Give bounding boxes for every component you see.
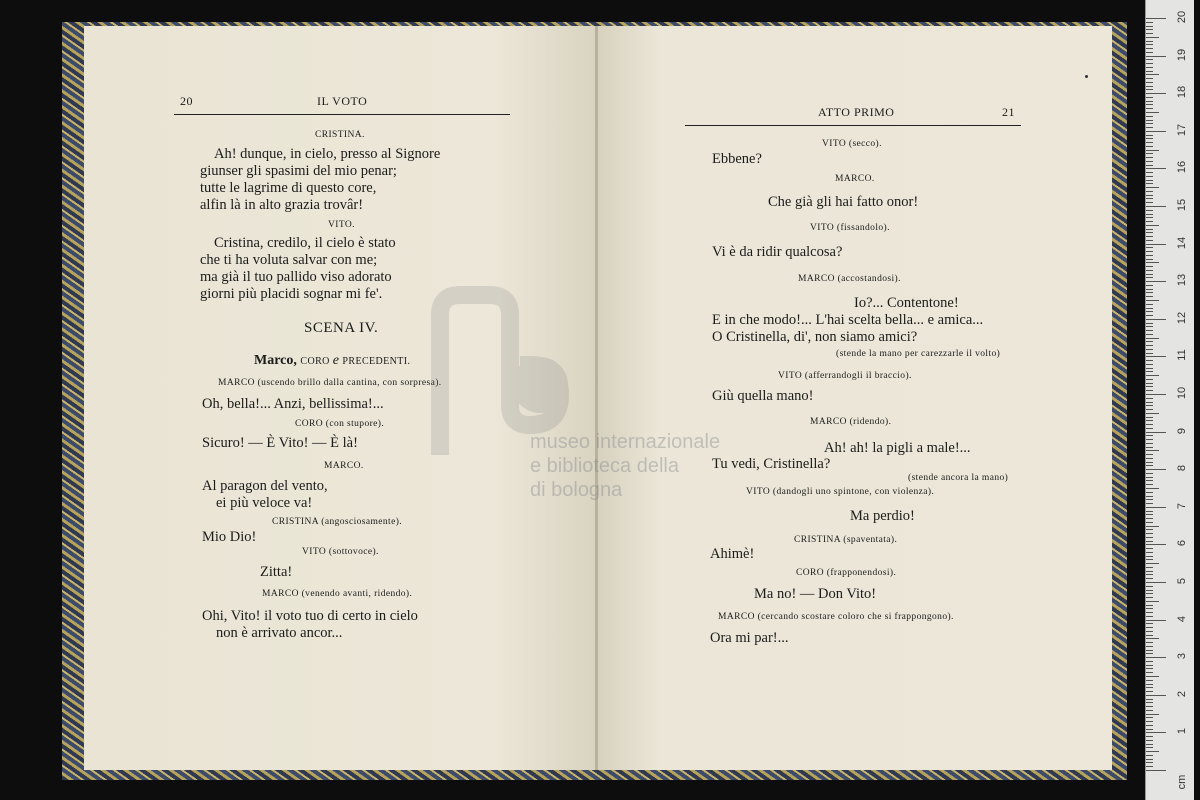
ruler-tick (1146, 240, 1153, 241)
ruler-tick (1146, 142, 1153, 143)
ruler-tick (1146, 44, 1153, 45)
stage-direction: CRISTINA (angosciosamente). (272, 517, 403, 527)
verse-line: Io?... Contentone! (854, 295, 959, 311)
ruler-tick (1146, 559, 1153, 560)
ruler-tick (1146, 676, 1159, 677)
ruler-tick (1146, 552, 1153, 553)
ruler-tick (1146, 116, 1153, 117)
stage-direction: (stende la mano per carezzarle il volto) (836, 349, 1001, 359)
ruler-tick (1146, 488, 1159, 489)
ruler-tick (1146, 638, 1159, 639)
ruler-tick (1146, 684, 1153, 685)
ruler-tick (1146, 386, 1153, 387)
verse-line: giorni più placidi sognar mi fe'. (200, 286, 383, 302)
stage-direction: MARCO (accostandosi). (798, 274, 901, 284)
ruler-tick (1146, 334, 1153, 335)
ruler-tick (1146, 251, 1153, 252)
speaker-vito: VITO. (328, 220, 355, 230)
ruler-tick (1146, 744, 1153, 745)
ruler-tick (1146, 405, 1153, 406)
ruler-tick (1146, 229, 1153, 230)
ruler-tick (1146, 668, 1153, 669)
museum-watermark-text (530, 430, 720, 502)
ruler-tick (1146, 341, 1153, 342)
ruler-tick (1146, 120, 1153, 121)
ruler-tick (1146, 702, 1153, 703)
ruler-tick (1146, 593, 1153, 594)
ruler-tick (1146, 225, 1159, 226)
ruler-tick (1146, 469, 1166, 470)
ruler-tick (1146, 447, 1153, 448)
ruler-tick (1146, 18, 1166, 19)
ruler-tick (1146, 507, 1166, 508)
ruler-tick (1146, 266, 1153, 267)
stage-direction: CRISTINA (spaventata). (794, 535, 898, 545)
ruler-tick (1146, 541, 1153, 542)
ruler-label: 5 (1176, 577, 1188, 585)
ruler-tick (1146, 533, 1153, 534)
ruler-tick (1146, 161, 1153, 162)
ruler-tick (1146, 56, 1166, 57)
verse-line: non è arrivato ancor... (216, 625, 343, 641)
ruler-tick (1146, 627, 1153, 628)
ruler-tick (1146, 323, 1153, 324)
ruler-tick (1146, 717, 1153, 718)
ruler-tick (1146, 499, 1153, 500)
ruler-tick (1146, 526, 1159, 527)
ruler-tick (1146, 736, 1153, 737)
header-rule-right (685, 125, 1021, 126)
ruler-tick (1146, 420, 1153, 421)
stage-direction: VITO (fissandolo). (810, 223, 890, 233)
ruler-tick (1146, 770, 1166, 771)
verse-line: O Cristinella, di', non siamo amici? (712, 329, 918, 345)
stage-direction: VITO (dandogli uno spintone, con violenza). (746, 487, 935, 497)
ruler-tick (1146, 330, 1153, 331)
ruler-tick (1146, 432, 1166, 433)
ruler-label: 17 (1176, 123, 1188, 136)
ruler-tick (1146, 244, 1166, 245)
ruler-tick (1146, 71, 1153, 72)
paper-speck (1085, 75, 1088, 78)
ruler-tick (1146, 578, 1153, 579)
verse-line: Mio Dio! (202, 529, 257, 545)
ruler-tick (1146, 368, 1153, 369)
ruler-label: 4 (1176, 615, 1188, 622)
ruler-tick (1146, 104, 1153, 105)
ruler-tick (1146, 759, 1153, 760)
ruler-tick (1146, 153, 1153, 154)
ruler-tick (1146, 597, 1153, 598)
ruler-label: 3 (1176, 653, 1188, 660)
ruler-tick (1146, 356, 1166, 357)
verse-line: E in che modo!... L'hai scelta bella... e amica... (712, 312, 984, 328)
stage-direction: VITO (sottovoce). (302, 547, 379, 557)
ruler-tick (1146, 710, 1153, 711)
verse-line: ma già il tuo pallido viso adorato (200, 269, 392, 285)
ruler-tick (1146, 762, 1153, 763)
ruler-label: 7 (1176, 502, 1188, 509)
ruler-tick (1146, 67, 1153, 68)
ruler-tick (1146, 138, 1153, 139)
ruler-tick (1146, 292, 1153, 293)
ruler-tick (1146, 210, 1153, 211)
ruler-tick (1146, 695, 1166, 696)
ruler-label: 14 (1176, 236, 1188, 249)
watermark-line: e biblioteca della (530, 455, 679, 477)
verse-line: Giù quella mano! (712, 388, 814, 404)
ruler-tick (1146, 477, 1153, 478)
ruler-tick (1146, 364, 1153, 365)
running-title-right: ATTO PRIMO (818, 105, 895, 119)
ruler-tick (1146, 217, 1153, 218)
ruler-tick (1146, 89, 1153, 90)
ruler-tick (1146, 458, 1153, 459)
ruler-tick (1146, 300, 1159, 301)
ruler-label: 6 (1176, 540, 1188, 547)
ruler-tick (1146, 725, 1153, 726)
ruler-tick (1146, 127, 1153, 128)
ruler-tick (1146, 650, 1153, 651)
ruler-tick (1146, 247, 1153, 248)
ruler-tick (1146, 428, 1153, 429)
ruler-label: 20 (1176, 10, 1188, 24)
ruler-tick (1146, 168, 1166, 169)
ruler-tick (1146, 214, 1153, 215)
ruler-tick (1146, 691, 1153, 692)
ruler-tick (1146, 383, 1153, 384)
watermark-line: di bologna (530, 479, 623, 501)
ruler-tick (1146, 590, 1153, 591)
stage-direction: VITO (afferrandogli il braccio). (778, 371, 912, 381)
ruler-tick (1146, 740, 1153, 741)
verse-line: Ma no! — Don Vito! (754, 586, 877, 602)
ruler-tick (1146, 390, 1153, 391)
ruler-tick (1146, 465, 1153, 466)
ruler-tick (1146, 657, 1166, 658)
ruler-label: 9 (1176, 427, 1188, 434)
ruler-tick (1146, 206, 1166, 207)
ruler-tick (1146, 48, 1153, 49)
ruler-tick (1146, 198, 1153, 199)
ruler-tick (1146, 112, 1159, 113)
watermark-line: museo internazionale (530, 431, 721, 453)
ruler-tick (1146, 642, 1153, 643)
ruler-tick (1146, 259, 1153, 260)
ruler-tick (1146, 492, 1153, 493)
ruler-tick (1146, 413, 1159, 414)
ruler-tick (1146, 417, 1153, 418)
verse-line: Tu vedi, Cristinella? (712, 456, 831, 472)
ruler-tick (1146, 63, 1153, 64)
ruler-tick (1146, 338, 1159, 339)
speaker-cristina: CRISTINA. (315, 130, 365, 140)
ruler-label: 19 (1176, 48, 1188, 61)
ruler-tick (1146, 146, 1153, 147)
running-title-left: IL VOTO (317, 94, 368, 108)
stage-direction: CORO (frapponendosi). (796, 568, 897, 578)
ruler-tick (1146, 661, 1153, 662)
ruler-tick (1146, 360, 1153, 361)
ruler-tick (1146, 503, 1153, 504)
ruler-tick (1146, 52, 1153, 53)
ruler-tick (1146, 232, 1153, 233)
stage-direction: MARCO (venendo avanti, ridendo). (262, 589, 413, 599)
ruler-tick (1146, 687, 1153, 688)
ruler-tick (1146, 296, 1153, 297)
ruler-tick (1146, 732, 1166, 733)
ruler-tick (1146, 394, 1166, 395)
ruler-tick (1146, 620, 1166, 621)
verse-line: Ebbene? (712, 151, 762, 167)
verse-line: Ah! dunque, in cielo, presso al Signore (214, 146, 441, 162)
verse-line: tutte le lagrime di questo core, (200, 180, 377, 196)
ruler-label: 8 (1176, 465, 1188, 472)
ruler-tick (1146, 612, 1153, 613)
verse-line: Zitta! (260, 564, 293, 580)
ruler-tick (1146, 37, 1159, 38)
ruler-tick (1146, 345, 1153, 346)
ruler-tick (1146, 439, 1153, 440)
ruler-tick (1146, 435, 1153, 436)
scene-cast: Marco, CORO e PRECEDENTI. (254, 353, 411, 368)
measurement-ruler (1145, 0, 1194, 800)
ruler-tick (1146, 729, 1153, 730)
ruler-tick (1146, 41, 1153, 42)
ruler-tick (1146, 496, 1153, 497)
ruler-tick (1146, 556, 1153, 557)
ruler-tick (1146, 255, 1153, 256)
ruler-tick (1146, 183, 1153, 184)
ruler-tick (1146, 706, 1153, 707)
ruler-tick (1146, 176, 1153, 177)
ruler-tick (1146, 424, 1153, 425)
ruler-tick (1146, 82, 1153, 83)
speaker-marco: MARCO. (324, 461, 364, 471)
ruler-tick (1146, 522, 1153, 523)
ruler-tick (1146, 721, 1153, 722)
ruler-tick (1146, 353, 1153, 354)
ruler-tick (1146, 150, 1159, 151)
ruler-tick (1146, 484, 1153, 485)
ruler-tick (1146, 616, 1153, 617)
ruler-tick (1146, 574, 1153, 575)
ruler-tick (1146, 304, 1153, 305)
ruler-tick (1146, 755, 1153, 756)
ruler-tick (1146, 270, 1153, 271)
ruler-label: 2 (1176, 690, 1188, 697)
ruler-tick (1146, 608, 1153, 609)
ruler-tick (1146, 443, 1153, 444)
ruler-tick (1146, 518, 1153, 519)
ruler-tick (1146, 29, 1153, 30)
ruler-tick (1146, 78, 1153, 79)
ruler-tick (1146, 191, 1153, 192)
verse-line: alfin là in alto grazia trovâr! (200, 197, 364, 213)
ruler-tick (1146, 187, 1159, 188)
ruler-tick (1146, 665, 1153, 666)
ruler-tick (1146, 123, 1153, 124)
ruler-tick (1146, 623, 1153, 624)
verse-line: Ma perdio! (850, 508, 915, 524)
ruler-tick (1146, 315, 1153, 316)
ruler-tick (1146, 751, 1159, 752)
ruler-tick (1146, 33, 1153, 34)
ruler-tick (1146, 635, 1153, 636)
ruler-tick (1146, 473, 1153, 474)
speaker-marco: MARCO. (835, 174, 875, 184)
ruler-label: 10 (1176, 386, 1188, 400)
ruler-tick (1146, 548, 1153, 549)
verse-line: che ti ha voluta salvar con me; (200, 252, 378, 268)
ruler-tick (1146, 274, 1153, 275)
ruler-tick (1146, 680, 1153, 681)
ruler-tick (1146, 93, 1166, 94)
ruler-tick (1146, 672, 1153, 673)
ruler-tick (1146, 379, 1153, 380)
ruler-tick (1146, 22, 1153, 23)
ruler-tick (1146, 409, 1153, 410)
ruler-tick (1146, 371, 1153, 372)
ruler-tick (1146, 375, 1159, 376)
ruler-tick (1146, 97, 1153, 98)
ruler-label: 12 (1176, 311, 1188, 324)
page-number-right: 21 (1002, 105, 1015, 119)
ruler-tick (1146, 450, 1159, 451)
ruler-tick (1146, 26, 1153, 27)
ruler-tick (1146, 308, 1153, 309)
verse-line: Cristina, credilo, il cielo è stato (214, 235, 396, 251)
stage-direction: MARCO (uscendo brillo dalla cantina, con sorpresa). (218, 378, 442, 388)
ruler-label: 15 (1176, 198, 1188, 212)
ruler-tick (1146, 454, 1153, 455)
ruler-tick (1146, 311, 1153, 312)
ruler-tick (1146, 586, 1153, 587)
stage-direction: VITO (secco). (822, 139, 882, 149)
verse-line: Ah! ah! la pigli a male!... (824, 440, 971, 456)
ruler-tick (1146, 74, 1159, 75)
verse-line: giunser gli spasimi del mio penar; (200, 163, 397, 179)
page-number-left: 20 (180, 94, 193, 108)
ruler-tick (1146, 349, 1153, 350)
ruler-tick (1146, 319, 1166, 320)
ruler-tick (1146, 195, 1153, 196)
ruler-tick (1146, 747, 1153, 748)
ruler-tick (1146, 544, 1166, 545)
ruler-tick (1146, 402, 1153, 403)
ruler-tick (1146, 537, 1153, 538)
ruler-tick (1146, 511, 1153, 512)
header-rule-left (174, 114, 510, 115)
ruler-tick (1146, 157, 1153, 158)
ruler-tick (1146, 514, 1153, 515)
ruler-tick (1146, 108, 1153, 109)
stage-direction: MARCO (cercando scostare coloro che si frappongono). (718, 612, 954, 622)
stage-direction: (stende ancora la mano) (908, 473, 1009, 483)
ruler-label: 13 (1176, 274, 1188, 287)
verse-line: Sicuro! — È Vito! — È là! (202, 435, 358, 451)
ruler-tick (1146, 601, 1159, 602)
ruler-tick (1146, 202, 1153, 203)
verse-line: Ahimè! (710, 546, 755, 562)
ruler-tick (1146, 289, 1153, 290)
ruler-tick (1146, 462, 1153, 463)
ruler-tick (1146, 699, 1153, 700)
ruler-label: 18 (1176, 86, 1188, 99)
ruler-tick (1146, 563, 1159, 564)
ruler-tick (1146, 766, 1153, 767)
ruler-tick (1146, 86, 1153, 87)
ruler-tick (1146, 180, 1153, 181)
verse-line: Ohi, Vito! il voto tuo di certo in cielo (202, 608, 418, 624)
verse-line: Vi è da ridir qualcosa? (712, 244, 843, 260)
ruler-tick (1146, 277, 1153, 278)
ruler-tick (1146, 326, 1153, 327)
ruler-tick (1146, 631, 1153, 632)
ruler-tick (1146, 605, 1153, 606)
ruler-tick (1146, 165, 1153, 166)
ruler-tick (1146, 398, 1153, 399)
ruler-unit: cm (1176, 774, 1188, 790)
ruler-label: 1 (1176, 728, 1188, 735)
ruler-tick (1146, 571, 1153, 572)
ruler-tick (1146, 131, 1166, 132)
ruler-tick (1146, 714, 1159, 715)
ruler-tick (1146, 262, 1159, 263)
ruler-tick (1146, 101, 1153, 102)
ruler-tick (1146, 646, 1153, 647)
verse-line: Oh, bella!... Anzi, bellissima!... (202, 396, 384, 412)
stage-direction: MARCO (ridendo). (810, 417, 892, 427)
verse-line: Al paragon del vento, (202, 478, 328, 494)
ruler-tick (1146, 582, 1166, 583)
ruler-tick (1146, 529, 1153, 530)
ruler-tick (1146, 236, 1153, 237)
verse-line: Che già gli hai fatto onor! (768, 194, 919, 210)
ruler-tick (1146, 567, 1153, 568)
ruler-tick (1146, 653, 1153, 654)
stage-direction: CORO (con stupore). (295, 419, 385, 429)
ruler-tick (1146, 59, 1153, 60)
ruler-tick (1146, 285, 1153, 286)
right-page (598, 26, 1112, 770)
ruler-tick (1146, 281, 1166, 282)
verse-line: ei più veloce va! (216, 495, 313, 511)
ruler-label: 16 (1176, 161, 1188, 174)
ruler-label: 11 (1176, 349, 1188, 362)
ruler-tick (1146, 480, 1153, 481)
ruler-tick (1146, 172, 1153, 173)
verse-line: Ora mi par!... (710, 630, 789, 646)
scene-heading: SCENA IV. (304, 320, 379, 336)
ruler-tick (1146, 221, 1153, 222)
ruler-tick (1146, 135, 1153, 136)
